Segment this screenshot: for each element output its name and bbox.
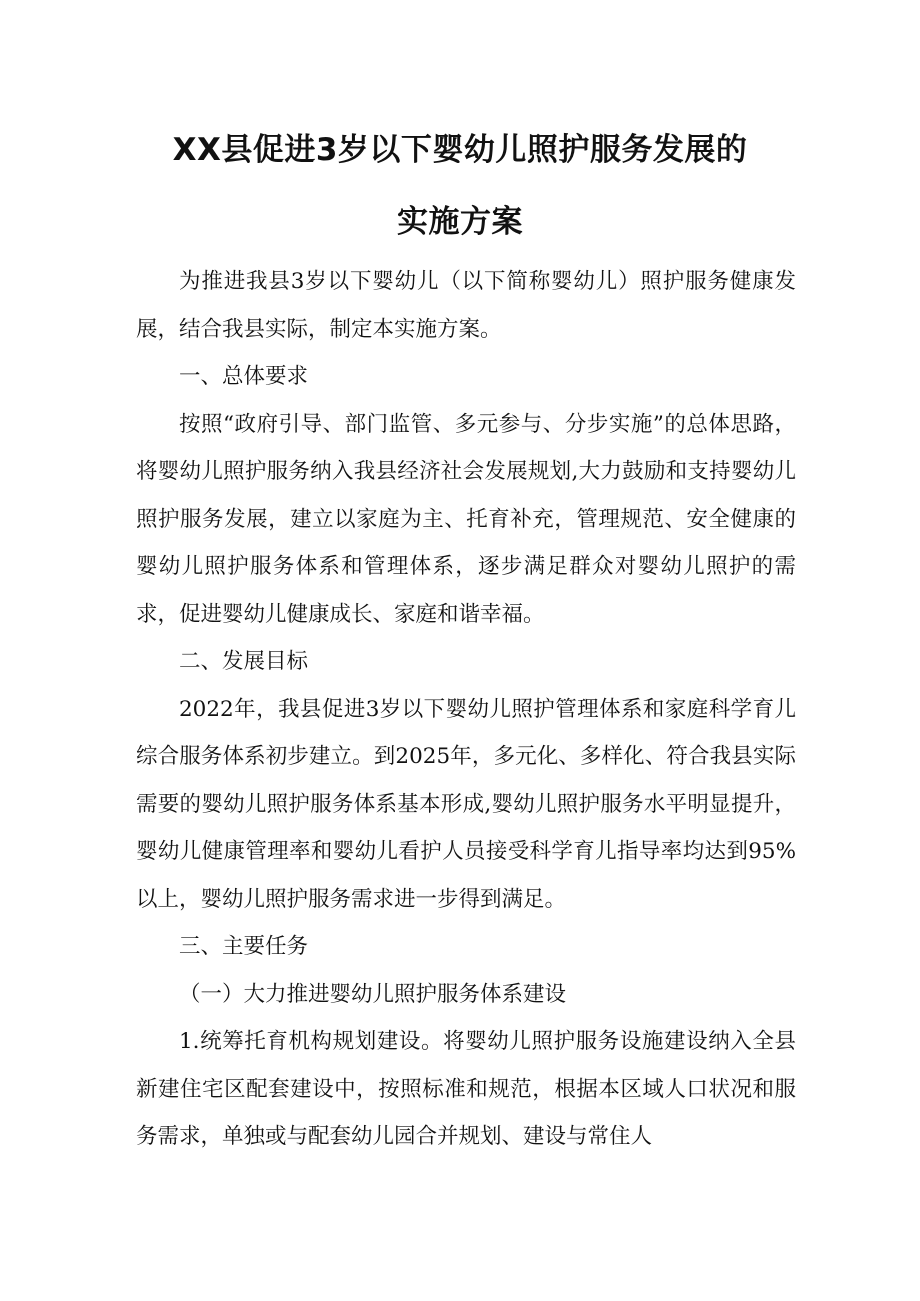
document-body [136,258,796,1161]
section-heading-main-tasks: 三、主要任务 [179,934,309,959]
task-1-paragraph: 1.统筹托育机构规划建设。将婴幼儿照护服务设施建设纳入全县新建住宅区配套建设中，按照标准和规范，根据本区域人口状况和服务需求，单独或与配套幼儿园合并规划、建设与常住人 [136,1029,796,1149]
section-heading-development-goals: 二、发展目标 [179,649,309,674]
section-heading-general-requirements: 一、总体要求 [179,364,309,389]
intro-paragraph: 为推进我县3岁以下婴幼儿（以下简称婴幼儿）照护服务健康发展，结合我县实际，制定本实施方案。 [136,269,796,342]
development-goals-paragraph: 2022年，我县促进3岁以下婴幼儿照护管理体系和家庭科学育儿综合服务体系初步建立。到2025年，多元化、多样化、符合我县实际需要的婴幼儿照护服务体系基本形成,婴幼儿照护服务水平明显提升，婴幼儿健康管理率和婴幼儿看护人员接受科学育儿指导率均达到95%以上，婴幼儿照护服务需求进一步得到满足。 [136,696,796,912]
document-title-line-2: 实施方案 [397,204,523,240]
document-title-line-1: XX县促进3岁以下婴幼儿照护服务发展的 [172,132,748,168]
general-requirements-paragraph: 按照“政府引导、部门监管、多元参与、分步实施”的总体思路，将婴幼儿照护服务纳入我县经济社会发展规划,大力鼓励和支持婴幼儿照护服务发展，建立以家庭为主、托育补充，管理规范、安全健康的婴幼儿照护服务体系和管理体系，逐步满足群众对婴幼儿照护的需求，促进婴幼儿健康成长、家庭和谐幸福。 [136,411,796,627]
subsection-heading-service-system: （一）大力推进婴幼儿照护服务体系建设 [179,981,567,1007]
